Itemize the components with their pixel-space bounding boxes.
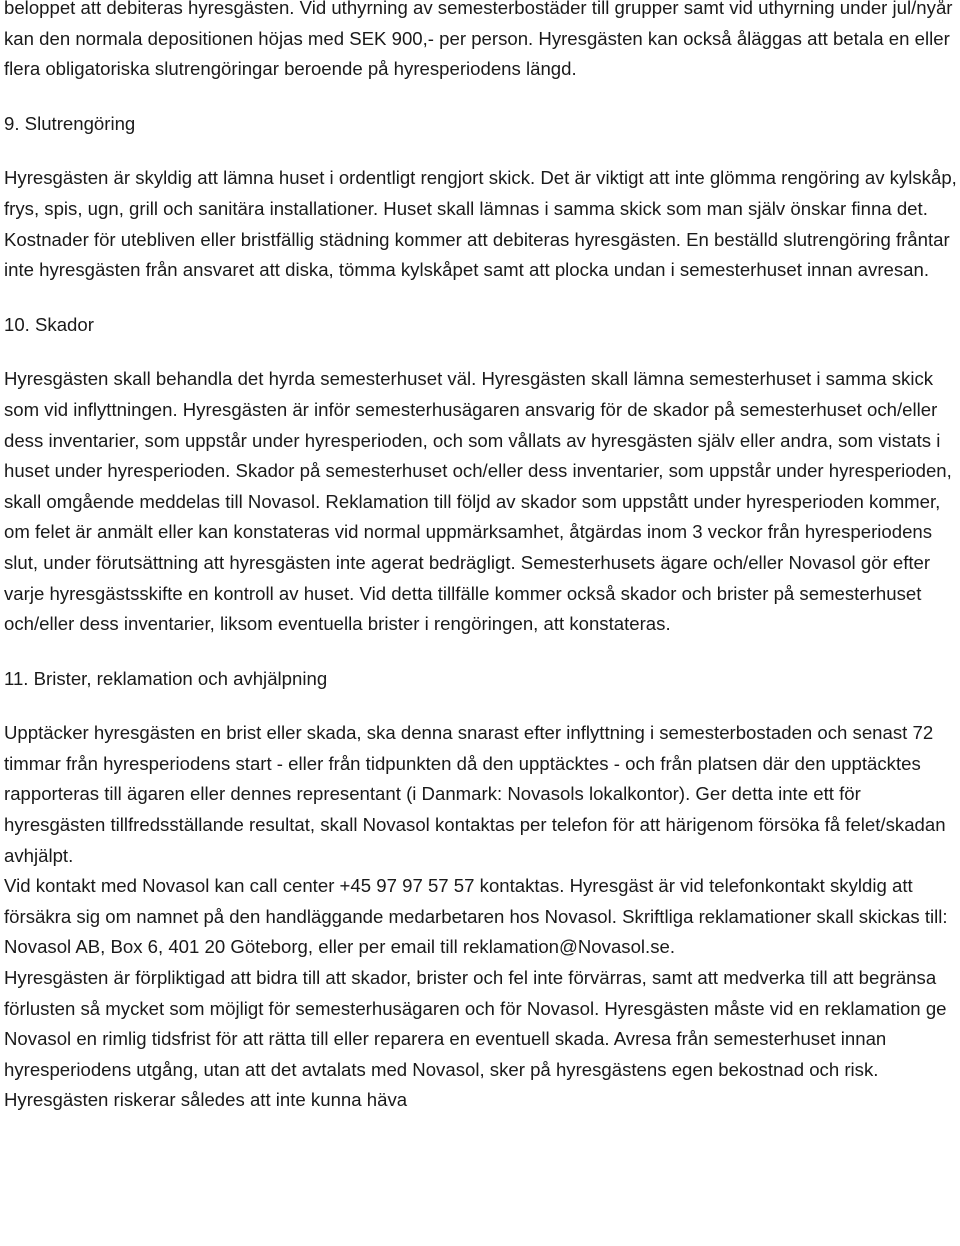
section-9-body: Hyresgästen är skyldig att lämna huset i ordentligt rengjort skick. Det är viktigt att inte glömma rengöring av kylskåp, frys, spis, ugn, grill och sanitära installationer. Huset skall lämnas i samma skick som man själv önskar finna det. Kostnader för utebliven eller bristfällig städning kommer att debiteras hyresgästen. En beställd slutrengöring fråntar inte hyresgästen från ansvaret att diska, tömma kylskåpet samt att plocka undan i semesterhuset innan avresan.	[4, 167, 957, 281]
section-11-paragraph-3: Hyresgästen är förpliktigad att bidra till att skador, brister och fel inte förvärras, samt att medverka till att begränsa förlusten så mycket som möjligt för semesterhusägaren och för Novasol. Hyresgästen måste vid en reklamation ge Novasol en rimlig tidsfrist för att rätta till eller reparera en eventuell skada. Avresa från semesterhuset innan hyresperiodens utgång, utan att det avtalats med Novasol, sker på hyresgästens egen bekostnad och risk. Hyresgästen riskerar således att inte kunna häva	[4, 967, 947, 1111]
section-11-paragraph-1: Upptäcker hyresgästen en brist eller skada, ska denna snarast efter inflyttning i semesterbostaden och senast 72 timmar från hyresperiodens start - eller från tidpunkten då den upptäcktes - och från platsen där den upptäcktes rapporteras till ägaren eller dennes representant (i Danmark: Novasols lokalkontor). Ger detta inte ett för hyresgästen tillfredsställande resultat, skall Novasol kontaktas per telefon för att härigenom försöka få felet/skadan avhjälpt.	[4, 722, 946, 866]
intro-paragraph: beloppet att debiteras hyresgästen. Vid uthyrning av semesterbostäder till grupper samt vid uthyrning under jul/nyår kan den normala depositionen höjas med SEK 900,- per person. Hyresgästen kan också åläggas att betala en eller flera obligatoriska slutrengöringar beroende på hyresperiodens längd.	[4, 0, 953, 80]
section-11-heading: 11. Brister, reklamation och avhjälpning	[4, 667, 328, 689]
document-page	[4, 0, 958, 1116]
section-10-heading: 10. Skador	[4, 313, 94, 335]
section-10-body: Hyresgästen skall behandla det hyrda semesterhuset väl. Hyresgästen skall lämna semesterhuset i samma skick som vid inflyttningen. Hyresgästen är inför semesterhusägaren ansvarig för de skador på semesterhuset och/eller dess inventarier, som uppstår under hyresperioden, och som vållats av hyresgästen själv eller andra, som vistats i huset under hyresperioden. Skador på semesterhuset och/eller dess inventarier, som uppstår under hyresperioden, skall omgående meddelas till Novasol. Reklamation till följd av skador som uppstått under hyresperioden kommer, om felet är anmält eller kan konstateras vid normal uppmärksamhet, åtgärdas inom 3 veckor från hyresperiodens slut, under förutsättning att hyresgästen inte agerat bedrägligt. Semesterhusets ägare och/eller Novasol gör efter varje hyresgästsskifte en kontroll av huset. Vid detta tillfälle kommer också skador och brister på semesterhuset och/eller dess inventarier, liksom eventuella brister i rengöringen, att konstateras.	[4, 368, 952, 635]
section-9-heading: 9. Slutrengöring	[4, 112, 136, 134]
section-11-paragraph-2: Vid kontakt med Novasol kan call center +45 97 97 57 57 kontaktas. Hyresgäst är vid telefonkontakt skyldig att försäkra sig om namnet på den handläggande medarbetaren hos Novasol. Skriftliga reklamationer skall skickas till: Novasol AB, Box 6, 401 20 Göteborg, eller per email till reklamation@Novasol.se.	[4, 875, 948, 958]
